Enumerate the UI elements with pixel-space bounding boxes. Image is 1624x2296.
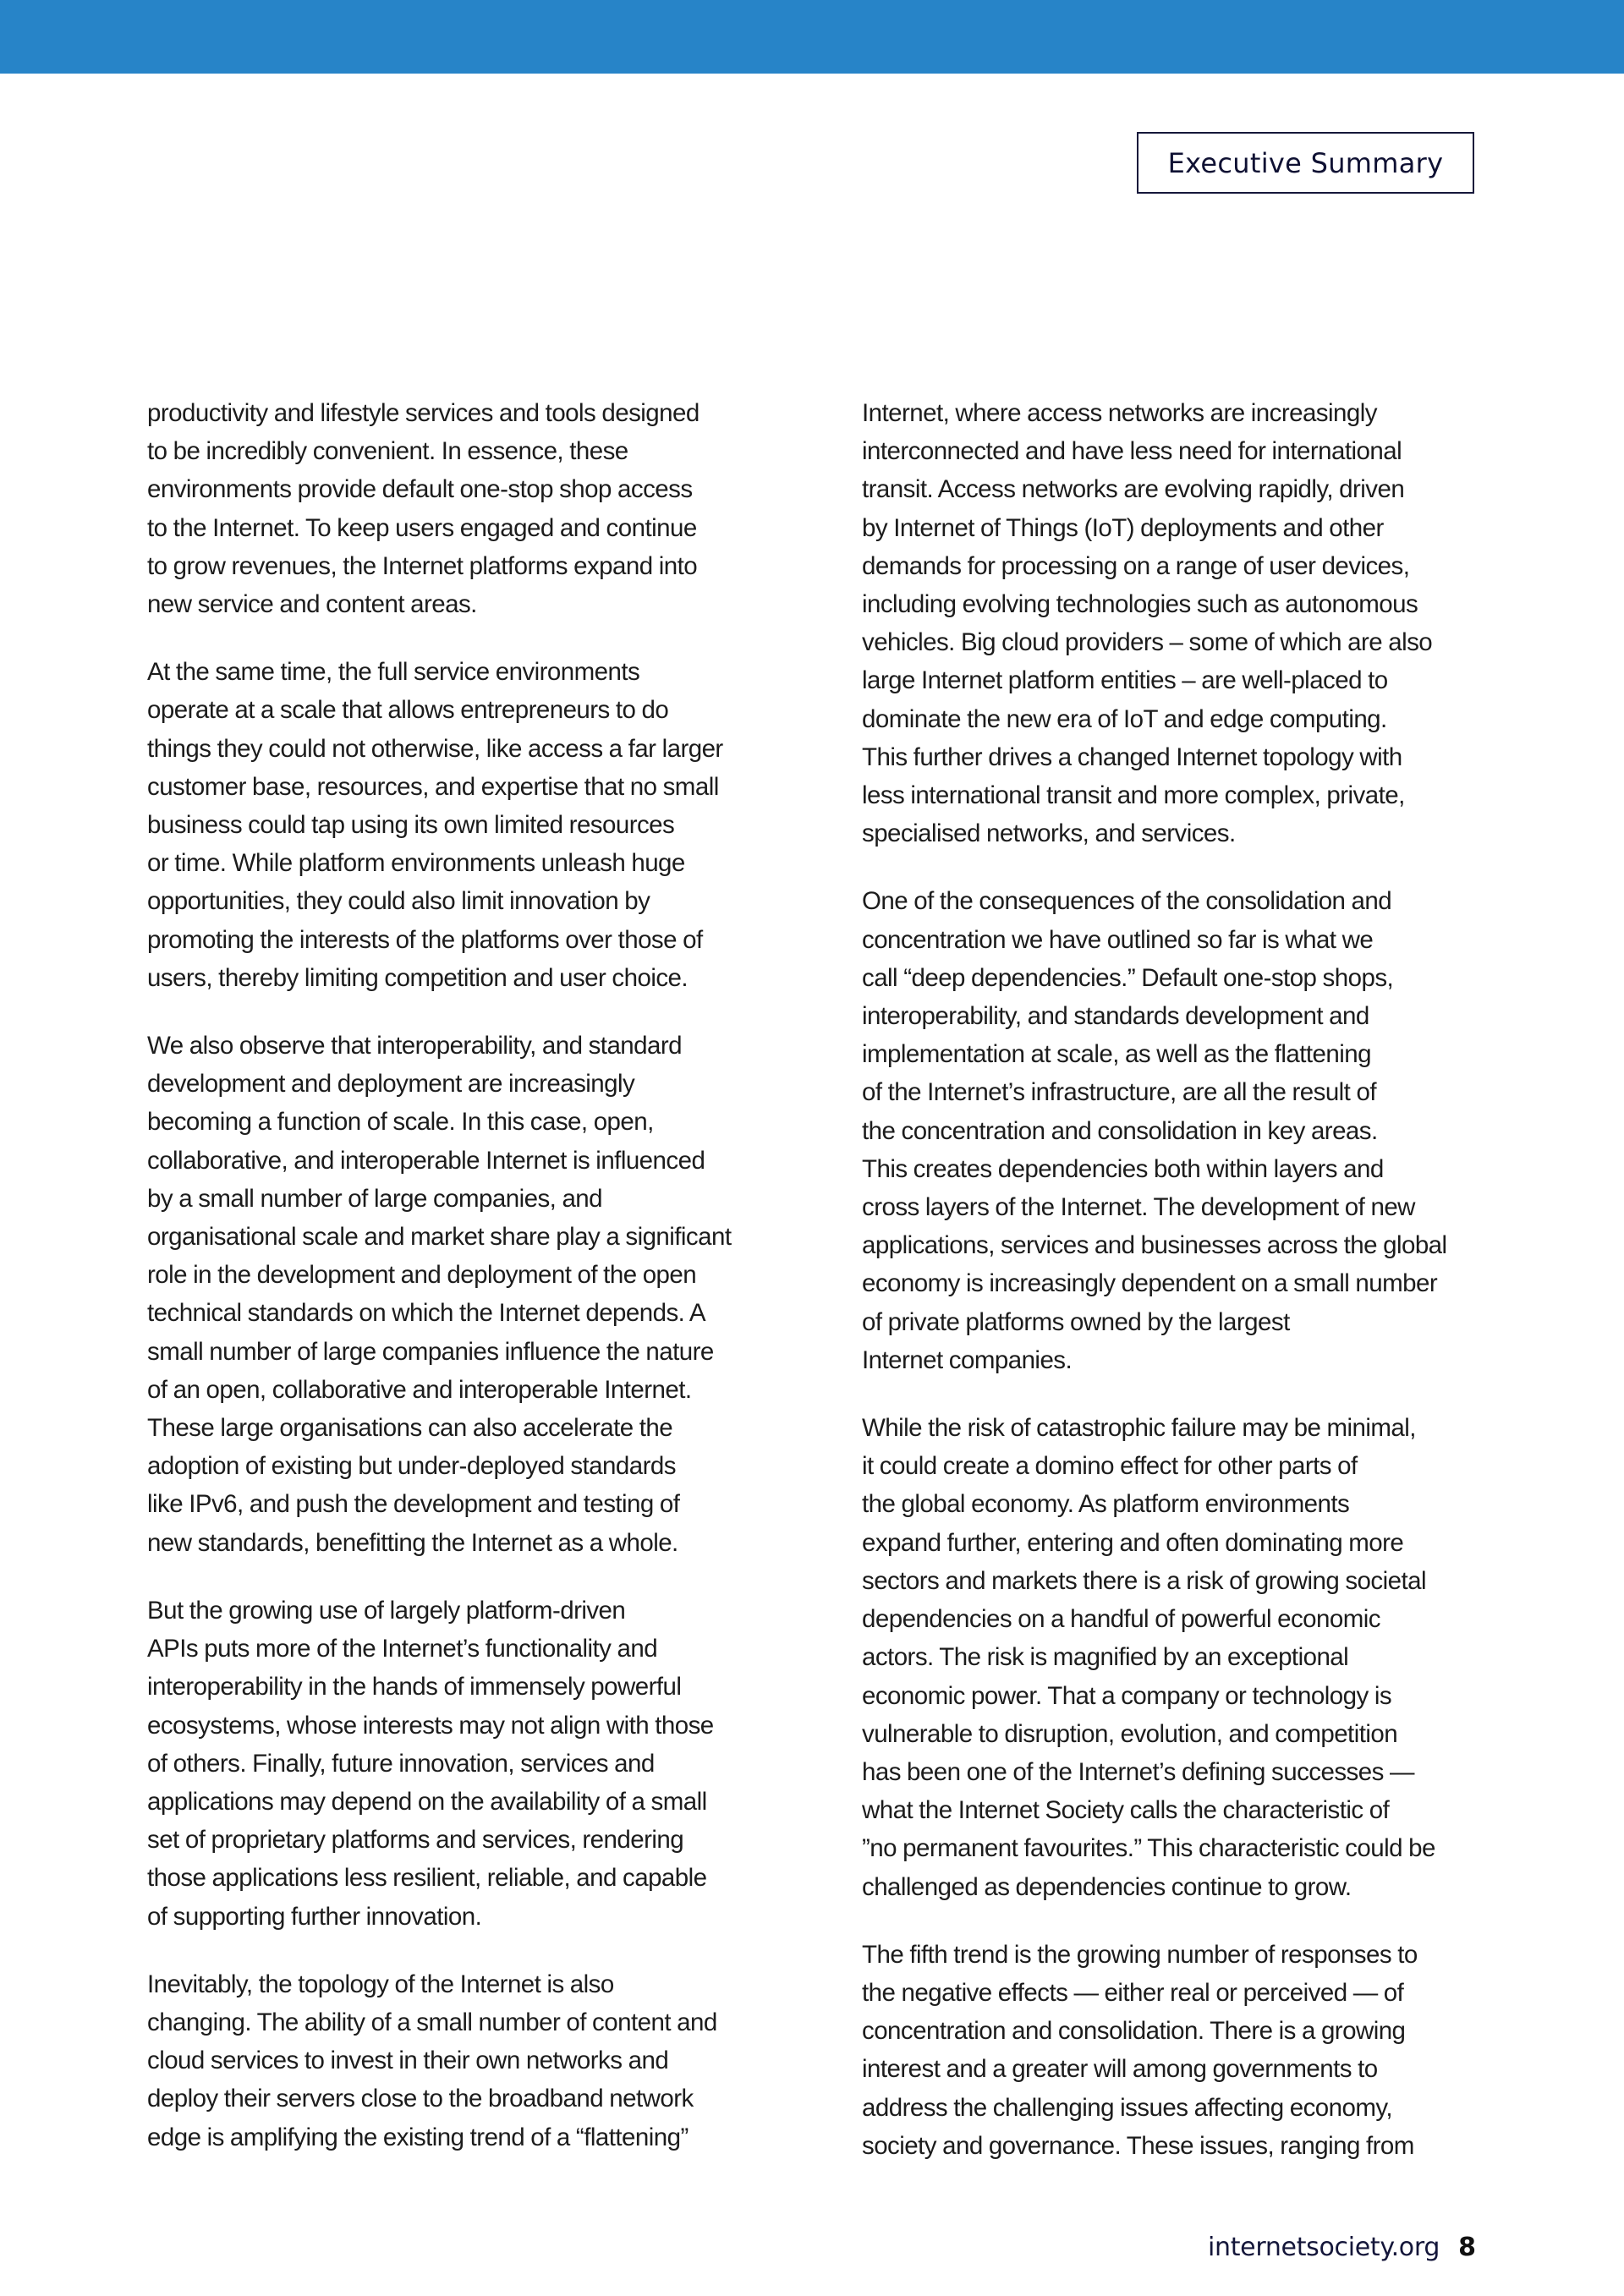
text-line: concentration and consolidation. There is a growing: [862, 2017, 1406, 2046]
body-paragraph: [862, 394, 1484, 852]
body-paragraph: [862, 1409, 1484, 1906]
right-column: [862, 394, 1484, 2195]
text-line: sectors and markets there is a risk of growing societal: [862, 1566, 1426, 1595]
text-line: The fifth trend is the growing number of responses to: [862, 1940, 1418, 1969]
text-line: including evolving technologies such as autonomous: [862, 590, 1418, 619]
text-line: technical standards on which the Internet depends. A: [147, 1299, 705, 1328]
header-color-bar: [0, 0, 1624, 74]
text-line: collaborative, and interoperable Internet is influenced: [147, 1146, 705, 1175]
text-line: economy is increasingly dependent on a small number: [862, 1269, 1438, 1298]
page-number: 8: [1458, 2233, 1476, 2262]
text-line: or time. While platform environments unleash huge: [147, 849, 685, 878]
text-line: But the growing use of largely platform-driven: [147, 1596, 626, 1625]
section-tag-label: Executive Summary: [1167, 146, 1444, 179]
text-line: interest and a greater will among governments to: [862, 2055, 1378, 2084]
text-line: opportunities, they could also limit innovation by: [147, 887, 650, 916]
text-line: edge is amplifying the existing trend of a “flattening”: [147, 2123, 689, 2151]
text-line: ecosystems, whose interests may not align with those: [147, 1711, 714, 1740]
footer-site-link[interactable]: internetsociety.org: [1207, 2233, 1440, 2262]
text-line: the concentration and consolidation in key areas.: [862, 1116, 1378, 1145]
text-line: small number of large companies influence the nature: [147, 1337, 714, 1366]
text-line: ”no permanent favourites.” This characteristic could be: [862, 1834, 1435, 1863]
text-line: challenged as dependencies continue to grow.: [862, 1872, 1352, 1901]
text-line: things they could not otherwise, like access a far larger: [147, 734, 723, 763]
text-line: This further drives a changed Internet topology with: [862, 743, 1402, 771]
text-line: by a small number of large companies, and: [147, 1184, 603, 1213]
text-line: At the same time, the full service environments: [147, 658, 640, 687]
text-line: new service and content areas.: [147, 590, 477, 619]
text-line: the global economy. As platform environments: [862, 1490, 1350, 1519]
text-line: address the challenging issues affecting economy,: [862, 2093, 1393, 2122]
text-line: society and governance. These issues, ranging from: [862, 2131, 1414, 2160]
text-line: of an open, collaborative and interoperable Internet.: [147, 1375, 692, 1404]
left-column: [147, 394, 769, 2186]
text-line: to grow revenues, the Internet platforms expand into: [147, 551, 698, 580]
text-line: has been one of the Internet’s defining successes —: [862, 1757, 1414, 1786]
body-paragraph: [147, 1592, 769, 1936]
text-line: implementation at scale, as well as the flattening: [862, 1040, 1371, 1069]
text-line: large Internet platform entities – are well-placed to: [862, 666, 1388, 695]
text-line: users, thereby limiting competition and user choice.: [147, 963, 689, 992]
text-line: changing. The ability of a small number of content and: [147, 2008, 717, 2036]
body-paragraph: [147, 394, 769, 623]
section-tag: [1137, 132, 1474, 194]
text-line: interconnected and have less need for international: [862, 437, 1402, 466]
text-line: the negative effects — either real or perceived — of: [862, 1978, 1404, 2007]
text-line: new standards, benefitting the Internet as a whole.: [147, 1528, 678, 1557]
text-line: specialised networks, and services.: [862, 819, 1236, 848]
text-line: those applications less resilient, reliable, and capable: [147, 1864, 707, 1893]
text-line: cloud services to invest in their own networks and: [147, 2047, 669, 2075]
text-line: of supporting further innovation.: [147, 1902, 482, 1931]
text-line: While the risk of catastrophic failure may be minimal,: [862, 1414, 1416, 1443]
text-line: Internet companies.: [862, 1345, 1073, 1374]
text-line: One of the consequences of the consolidation and: [862, 887, 1392, 916]
page-footer: [1208, 2233, 1476, 2262]
text-line: promoting the interests of the platforms over those of: [147, 925, 703, 954]
text-line: actors. The risk is magnified by an exceptional: [862, 1643, 1349, 1672]
text-line: to the Internet. To keep users engaged and continue: [147, 513, 697, 542]
text-line: operate at a scale that allows entrepreneurs to do: [147, 696, 669, 725]
text-line: interoperability in the hands of immensely powerful: [147, 1673, 682, 1701]
text-line: These large organisations can also accelerate the: [147, 1414, 673, 1443]
body-paragraph: [147, 653, 769, 997]
text-line: APIs puts more of the Internet’s functionality and: [147, 1635, 658, 1663]
text-line: We also observe that interoperability, and standard: [147, 1032, 682, 1060]
text-line: what the Internet Society calls the characteristic of: [862, 1796, 1390, 1825]
text-line: development and deployment are increasingly: [147, 1070, 635, 1099]
body-paragraph: [862, 1936, 1484, 2165]
text-line: demands for processing on a range of user devices,: [862, 551, 1410, 580]
text-line: expand further, entering and often dominating more: [862, 1528, 1404, 1557]
text-line: cross layers of the Internet. The development of new: [862, 1193, 1415, 1222]
text-line: by Internet of Things (IoT) deployments and other: [862, 513, 1384, 542]
text-line: role in the development and deployment of the open: [147, 1261, 697, 1290]
text-line: dominate the new era of IoT and edge computing.: [862, 704, 1387, 733]
text-line: concentration we have outlined so far is what we: [862, 925, 1374, 954]
text-line: customer base, resources, and expertise that no small: [147, 772, 719, 801]
text-line: vehicles. Big cloud providers – some of which are also: [862, 628, 1433, 657]
text-line: Inevitably, the topology of the Internet is also: [147, 1970, 614, 1998]
text-line: productivity and lifestyle services and tools designed: [147, 399, 700, 427]
text-line: like IPv6, and push the development and testing of: [147, 1490, 680, 1519]
text-line: to be incredibly convenient. In essence, these: [147, 437, 628, 466]
text-line: transit. Access networks are evolving rapidly, driven: [862, 475, 1405, 504]
text-line: Internet, where access networks are increasingly: [862, 399, 1377, 427]
text-line: set of proprietary platforms and services, rendering: [147, 1826, 684, 1855]
text-line: applications may depend on the availability of a small: [147, 1787, 707, 1816]
text-line: economic power. That a company or technology is: [862, 1681, 1392, 1710]
text-line: call “deep dependencies.” Default one-stop shops,: [862, 963, 1394, 992]
text-line: it could create a domino effect for other parts of: [862, 1452, 1358, 1481]
body-paragraph: [862, 882, 1484, 1379]
body-paragraph: [147, 1027, 769, 1562]
text-line: of the Internet’s infrastructure, are all the result of: [862, 1078, 1376, 1107]
text-line: dependencies on a handful of powerful economic: [862, 1605, 1380, 1634]
text-line: applications, services and businesses across the global: [862, 1231, 1447, 1260]
text-line: deploy their servers close to the broadband network: [147, 2085, 694, 2113]
text-line: business could tap using its own limited resources: [147, 811, 675, 840]
text-line: vulnerable to disruption, evolution, and competition: [862, 1719, 1398, 1748]
text-line: environments provide default one-stop shop access: [147, 475, 693, 504]
text-line: interoperability, and standards development and: [862, 1002, 1369, 1031]
text-line: of others. Finally, future innovation, services and: [147, 1749, 655, 1778]
text-line: becoming a function of scale. In this case, open,: [147, 1108, 654, 1137]
text-line: of private platforms owned by the largest: [862, 1307, 1290, 1336]
body-paragraph: [147, 1965, 769, 2156]
text-line: adoption of existing but under-deployed standards: [147, 1452, 676, 1481]
text-line: This creates dependencies both within layers and: [862, 1154, 1384, 1183]
text-line: less international transit and more complex, private,: [862, 781, 1405, 810]
text-line: organisational scale and market share play a significant: [147, 1223, 732, 1252]
